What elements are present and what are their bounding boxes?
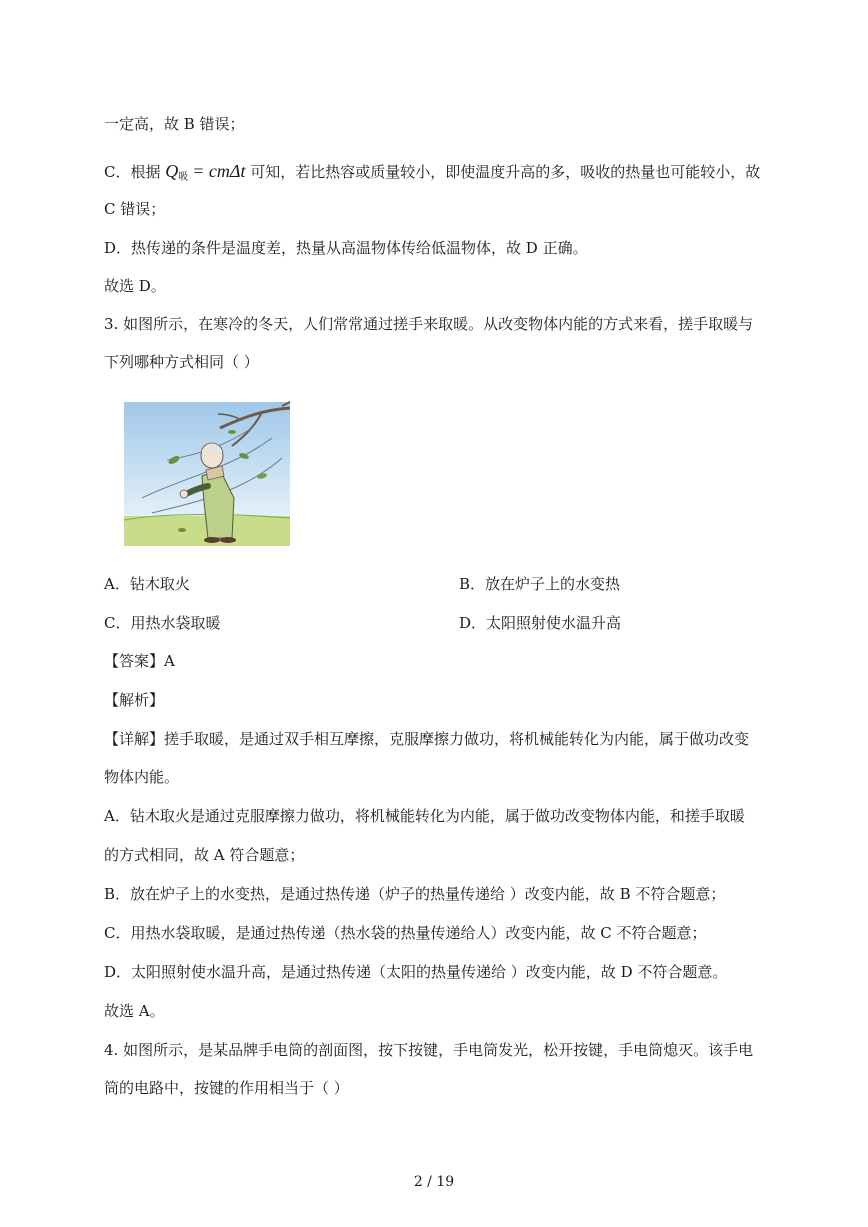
option-a: A．钻木取火: [104, 575, 190, 593]
option-c-explanation: [104, 161, 760, 188]
question-4-stem-cont: 筒的电路中，按键的作用相当于（ ）: [104, 1079, 349, 1097]
rubbing-hands-illustration: [122, 398, 292, 550]
option-a-explanation-cont: 的方式相同，故 A 符合题意；: [104, 846, 305, 864]
question-4-stem: 4. 如图所示，是某品牌手电筒的剖面图，按下按键，手电筒发光，松开按键，手电筒熄灭。该手电: [104, 1041, 754, 1059]
conclusion-q3: 故选 A。: [104, 1002, 165, 1020]
option-a-explanation: A．钻木取火是通过克服摩擦力做功，将机械能转化为内能，属于做功改变物体内能，和搓手取暖: [104, 807, 745, 825]
option-c: C．用热水袋取暖: [104, 614, 221, 632]
option-d: D．太阳照射使水温升高: [459, 614, 622, 632]
option-b-explanation: B．放在炉子上的水变热，是通过热传递（炉子的热量传递给 ）改变内能，故 B 不符合题意；: [104, 885, 726, 903]
option-d-explanation-q3: D．太阳照射使水温升高，是通过热传递（太阳的热量传递给 ）改变内能，故 D 不符合题意。: [104, 963, 728, 981]
analysis-label: 【解析】: [104, 691, 165, 709]
question-3-stem-cont: 下列哪种方式相同（ ）: [104, 353, 259, 371]
detail-text-cont: 物体内能。: [104, 768, 180, 786]
detail-text: 【详解】搓手取暖，是通过双手相互摩擦，克服摩擦力做功，将机械能转化为内能，属于做功改变: [104, 730, 750, 748]
option-c-text: 可知，若比热容或质量较小，即使温度升高的多，吸收的热量也可能较小，故: [250, 163, 761, 181]
option-c-explanation-q3: C．用热水袋取暖，是通过热传递（热水袋的热量传递给人）改变内能，故 C 不符合题意；: [104, 924, 707, 942]
answer-label: 【答案】A: [104, 652, 175, 670]
option-b: B．放在炉子上的水变热: [459, 575, 621, 593]
question-3-stem: 3. 如图所示，在寒冷的冬天，人们常常通过搓手来取暖。从改变物体内能的方式来看，搓手取暖与: [104, 315, 754, 333]
option-c-prefix: C．根据: [104, 163, 161, 181]
heat-formula: $Q_吸 = cm\Delta t$: [165, 161, 246, 183]
text-line: C 错误；: [104, 200, 166, 218]
page-number: 2 / 19: [413, 1174, 455, 1190]
text-line: 一定高，故 B 错误；: [104, 115, 245, 133]
conclusion: 故选 D。: [104, 277, 166, 295]
option-d-explanation: D．热传递的条件是温度差，热量从高温物体传给低温物体，故 D 正确。: [104, 239, 588, 257]
